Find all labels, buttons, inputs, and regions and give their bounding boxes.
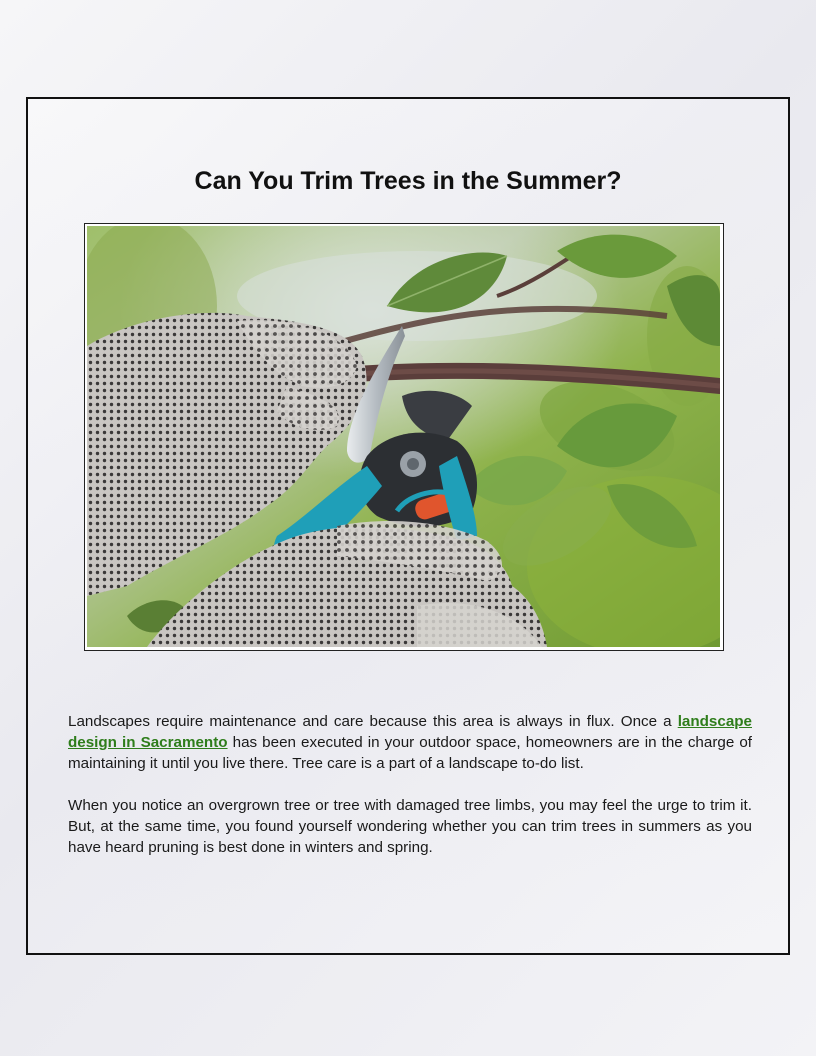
page-frame bbox=[26, 97, 790, 955]
page-title: Can You Trim Trees in the Summer? bbox=[194, 167, 622, 195]
photo-frame bbox=[84, 223, 724, 651]
article-body bbox=[68, 711, 752, 879]
paragraph-1-text-after: has been executed in your outdoor space, homeowners are in the charge of maintaining it until you live there. Tree care is a part of a landscape to-do list. bbox=[68, 734, 753, 772]
paragraph-1-text-before: Landscapes require maintenance and care because this area is always in flux. Once a bbox=[68, 713, 678, 730]
paragraph-2: When you notice an overgrown tree or tree with damaged tree limbs, you may feel the urge to trim it. But, at the same time, you found yourself wondering whether you can trim trees in summers as you have heard pruning is best done in winters and spring. bbox=[68, 797, 752, 856]
paragraph-1 bbox=[68, 711, 752, 774]
landscape-design-link[interactable]: landscape design in Sacramento bbox=[68, 713, 752, 751]
pruning-photo bbox=[87, 226, 720, 647]
